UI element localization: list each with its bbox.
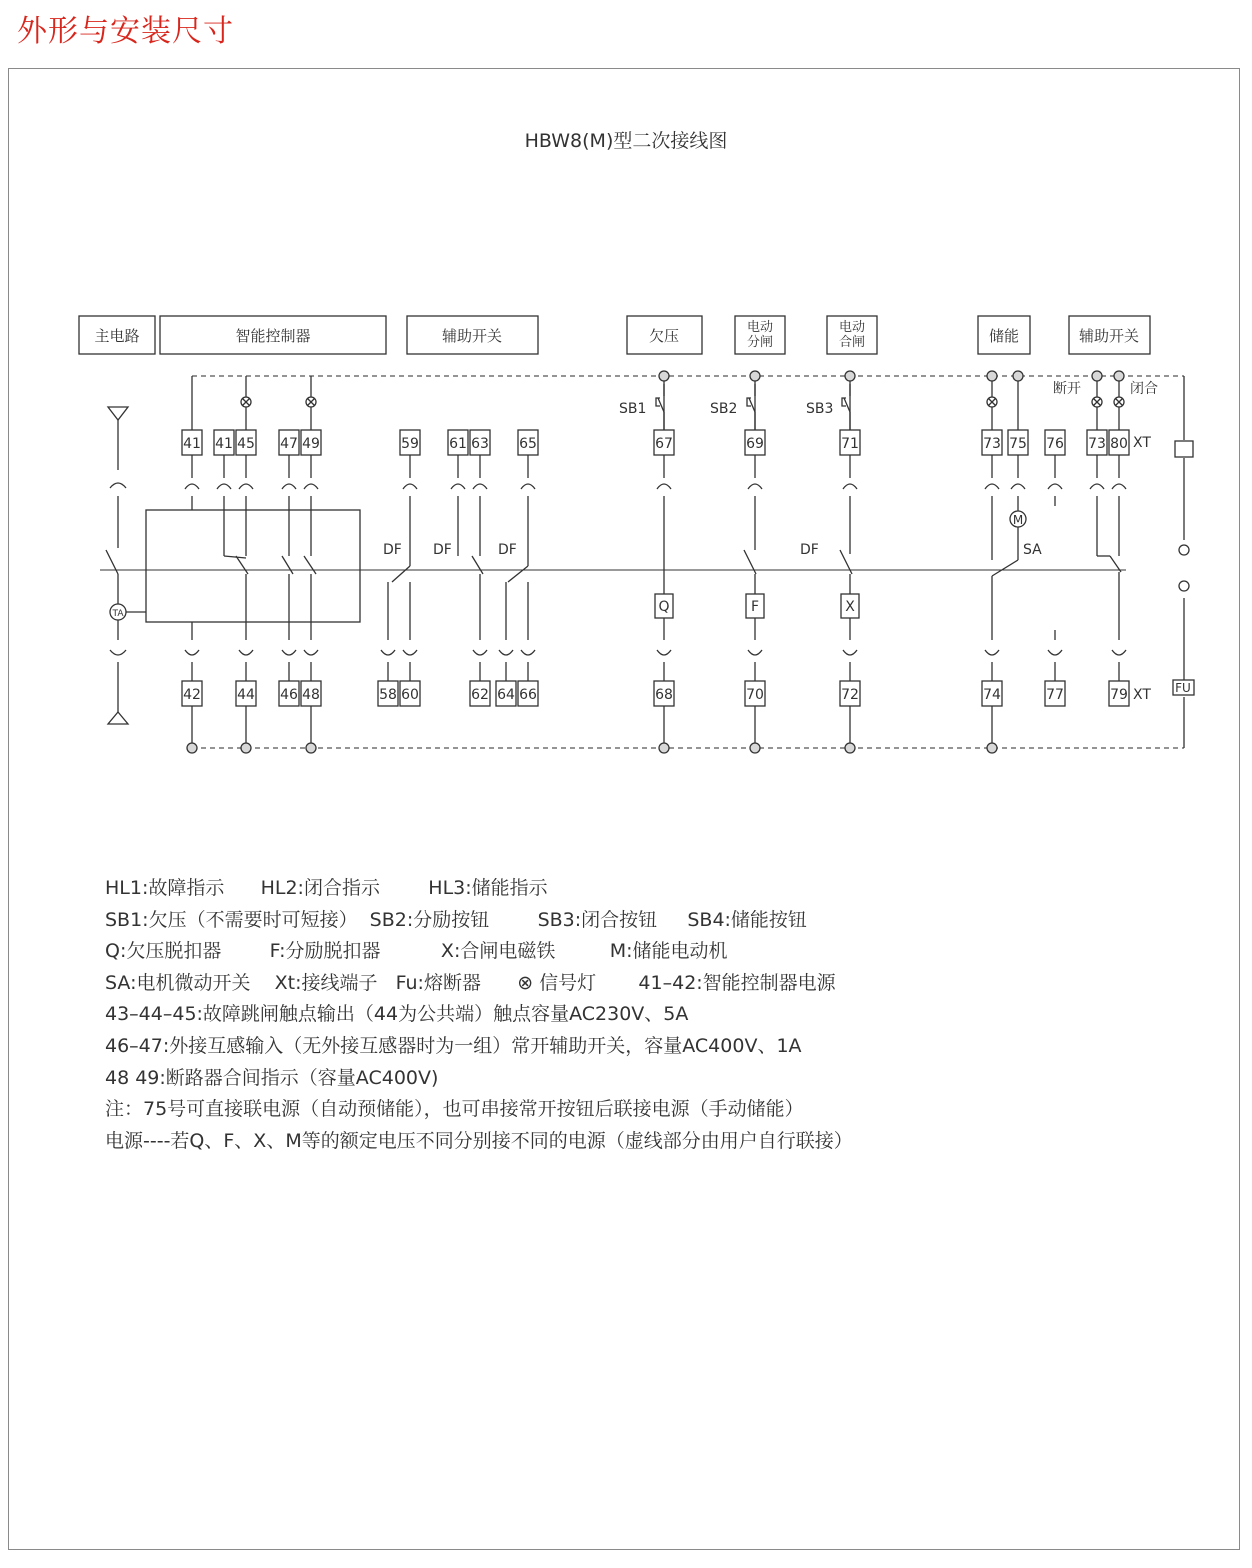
xt-label-bottom: XT bbox=[1133, 687, 1151, 703]
terminal-top-label: 67 bbox=[655, 436, 673, 452]
terminal-top-label: 76 bbox=[1046, 436, 1064, 452]
df-label-2: DF bbox=[433, 542, 452, 558]
bus-node bbox=[659, 743, 669, 753]
coils bbox=[655, 441, 1194, 695]
header-undervoltage: 欠压 bbox=[648, 327, 680, 345]
note-line: SA:电机微动开关 Xt:接线端子 Fu:熔断器 ⊗ 信号灯 41–42:智能控制器电源 bbox=[105, 971, 836, 994]
bus-node bbox=[241, 743, 251, 753]
bus-node bbox=[987, 371, 997, 381]
terminal-top-label: 41 bbox=[183, 436, 201, 452]
terminal-bottom-label: 46 bbox=[280, 687, 298, 703]
terminal-top-label: 71 bbox=[841, 436, 859, 452]
x-coil-label: X bbox=[845, 599, 855, 615]
header-electric-open-2: 分闸 bbox=[746, 335, 774, 350]
terminal-bottom-label: 74 bbox=[983, 687, 1001, 703]
header-main-circuit: 主电路 bbox=[94, 327, 140, 345]
ta-label: TA bbox=[112, 609, 124, 619]
legend-notes bbox=[105, 873, 853, 1157]
terminal-bottom-label: 72 bbox=[841, 687, 859, 703]
sb3-label: SB3 bbox=[806, 401, 834, 417]
sa-label: SA bbox=[1023, 542, 1042, 558]
terminal-top-label: 49 bbox=[302, 436, 320, 452]
xt-label-top: XT bbox=[1133, 435, 1151, 451]
bus-node bbox=[845, 743, 855, 753]
terminal-bottom-label: 44 bbox=[237, 687, 255, 703]
sb1-label: SB1 bbox=[619, 401, 647, 417]
bus-node bbox=[987, 743, 997, 753]
page-title: 外形与安装尺寸 bbox=[17, 14, 234, 49]
df-label-3: DF bbox=[498, 542, 517, 558]
terminal-top-label: 73 bbox=[1088, 436, 1106, 452]
terminal-top-label: 41 bbox=[215, 436, 233, 452]
bus-node bbox=[306, 743, 316, 753]
bus-node bbox=[1114, 371, 1124, 381]
section-headers bbox=[79, 316, 1150, 354]
header-energy-storage: 储能 bbox=[988, 327, 1020, 345]
terminal-top-label: 59 bbox=[401, 436, 419, 452]
note-line: 43–44–45:故障跳闸触点输出（44为公共端）触点容量AC230V、5A bbox=[105, 1003, 689, 1026]
terminal-bottom-label: 79 bbox=[1110, 687, 1128, 703]
note-line: HL1:故障指示 HL2:闭合指示 HL3:储能指示 bbox=[105, 877, 548, 899]
terminal-bottom-label: 58 bbox=[379, 687, 397, 703]
terminal-top-label: 63 bbox=[471, 436, 489, 452]
open-label: 断开 bbox=[1053, 381, 1081, 397]
terminal-top-label: 73 bbox=[983, 436, 1001, 452]
terminal-bottom-label: 42 bbox=[183, 687, 201, 703]
terminal-top-label: 61 bbox=[449, 436, 467, 452]
terminal-bottom-label: 62 bbox=[471, 687, 489, 703]
terminal-top-label: 47 bbox=[280, 436, 298, 452]
header-aux-switch-2: 辅助开关 bbox=[1078, 327, 1140, 345]
q-coil-label: Q bbox=[658, 599, 670, 615]
diagram-title: HBW8(M)型二次接线图 bbox=[524, 130, 728, 152]
bus-node bbox=[1092, 371, 1102, 381]
fu-label: FU bbox=[1175, 681, 1191, 695]
close-label: 闭合 bbox=[1130, 381, 1158, 397]
controller-box bbox=[146, 510, 360, 622]
header-aux-switch: 辅助开关 bbox=[441, 327, 503, 345]
header-electric-close-2: 合闸 bbox=[838, 335, 866, 350]
note-line: Q:欠压脱扣器 F:分励脱扣器 X:合闸电磁铁 M:储能电动机 bbox=[105, 940, 728, 963]
terminal-bottom-label: 64 bbox=[497, 687, 515, 703]
terminal-bottom-label: 68 bbox=[655, 687, 673, 703]
motor-label: M bbox=[1012, 513, 1024, 527]
note-line: 电源----若Q、F、X、M等的额定电压不同分别接不同的电源（虚线部分由用户自行联接） bbox=[105, 1129, 853, 1152]
terminal-bottom-label: 48 bbox=[302, 687, 320, 703]
supply-buses bbox=[192, 376, 1184, 748]
bus-node bbox=[750, 743, 760, 753]
df-label-1: DF bbox=[383, 542, 402, 558]
note-line: SB1:欠压（不需要时可短接） SB2:分励按钮 SB3:闭合按钮 SB4:储能按钮 bbox=[105, 908, 807, 931]
sb2-label: SB2 bbox=[710, 401, 738, 417]
terminal-top-label: 75 bbox=[1009, 436, 1027, 452]
terminal-top-label: 65 bbox=[519, 436, 537, 452]
header-electric-close: 电动 bbox=[838, 320, 866, 335]
terminal-top-label: 69 bbox=[746, 436, 764, 452]
note-line: 48 49:断路器合间指示（容量AC400V) bbox=[105, 1066, 439, 1089]
bus-node bbox=[750, 371, 760, 381]
note-line: 注：75号可直接联电源（自动预储能），也可串接常开按钮后联接电源（手动储能） bbox=[105, 1098, 804, 1121]
terminal-top-label: 45 bbox=[237, 436, 255, 452]
terminal-bottom-label: 66 bbox=[519, 687, 537, 703]
terminal-bottom-label: 70 bbox=[746, 687, 764, 703]
header-smart-controller: 智能控制器 bbox=[235, 327, 311, 345]
terminal-bottom-label: 77 bbox=[1046, 687, 1064, 703]
df-label-4: DF bbox=[800, 542, 819, 558]
bus-node bbox=[845, 371, 855, 381]
labels bbox=[383, 380, 1158, 703]
note-line: 46–47:外接互感输入（无外接互感器时为一组）常开辅助开关，容量AC400V、1A bbox=[105, 1034, 802, 1057]
header-electric-open: 电动 bbox=[746, 320, 774, 335]
terminal-bottom-label: 60 bbox=[401, 687, 419, 703]
terminal-top-label: 80 bbox=[1110, 436, 1128, 452]
bus-node bbox=[659, 371, 669, 381]
bus-node bbox=[1013, 371, 1023, 381]
f-coil-label: F bbox=[750, 599, 760, 615]
bus-node bbox=[187, 743, 197, 753]
main-circuit bbox=[106, 407, 146, 724]
